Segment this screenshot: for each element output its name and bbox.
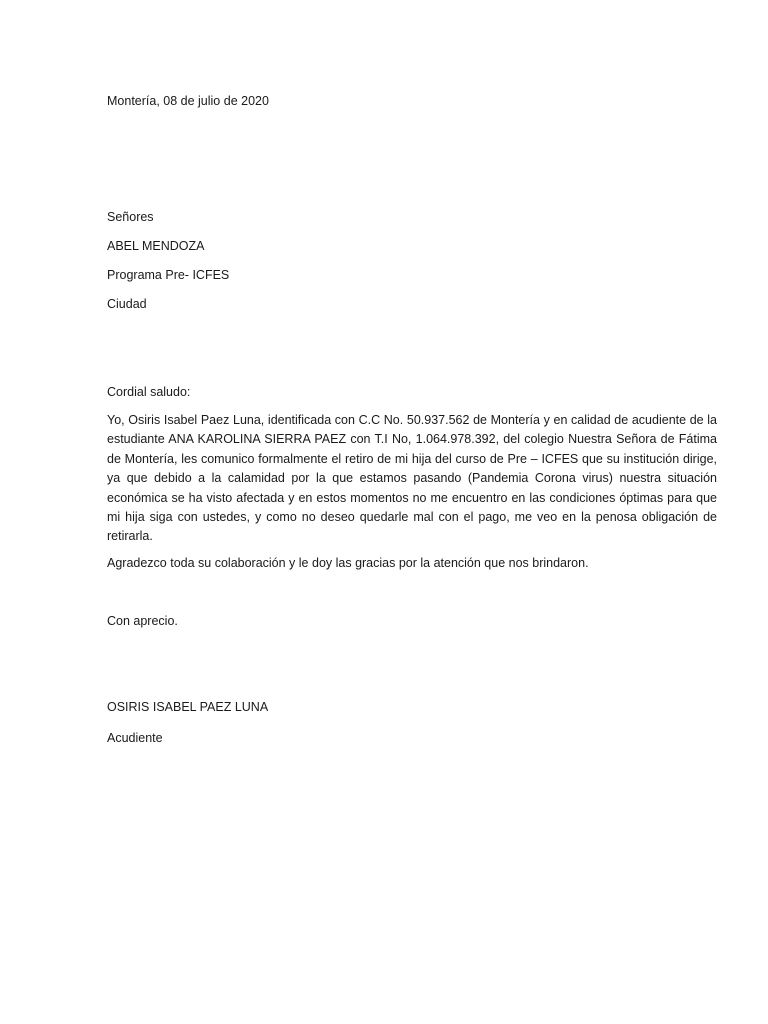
signature-role: Acudiente [107,731,163,745]
body-paragraph: Yo, Osiris Isabel Paez Luna, identificada con C.C No. 50.937.562 de Montería y en calidad de acudiente de la estudiante ANA KAROLINA SIERRA PAEZ con T.I No, 1.064.978.392, del colegio Nuestra Señora de Fátima de Montería, les comunico formalmente el retiro de mi hija del curso de Pre – ICFES que su institución dirige, ya que debido a la calamidad por la que estamos pasando (Pandemia Corona virus) nuestra situación económica se ha visto afectada y en estos momentos no me encuentro en las condiciones óptimas para que mi hija siga con ustedes, y como no deseo quedarle mal con el pago, me veo en la penosa obligación de retirarla. [107,413,717,544]
closing-line: Con aprecio. [107,614,178,628]
signature-name: OSIRIS ISABEL PAEZ LUNA [107,700,269,714]
recipient-program: Programa Pre- ICFES [107,268,230,282]
recipient-title: Señores [107,210,154,224]
thanks-paragraph: Agradezco toda su colaboración y le doy las gracias por la atención que nos brindaron. [107,556,589,570]
salutation: Cordial saludo: [107,385,191,399]
date-line: Montería, 08 de julio de 2020 [107,94,269,108]
recipient-city: Ciudad [107,297,147,311]
recipient-name: ABEL MENDOZA [107,239,205,253]
